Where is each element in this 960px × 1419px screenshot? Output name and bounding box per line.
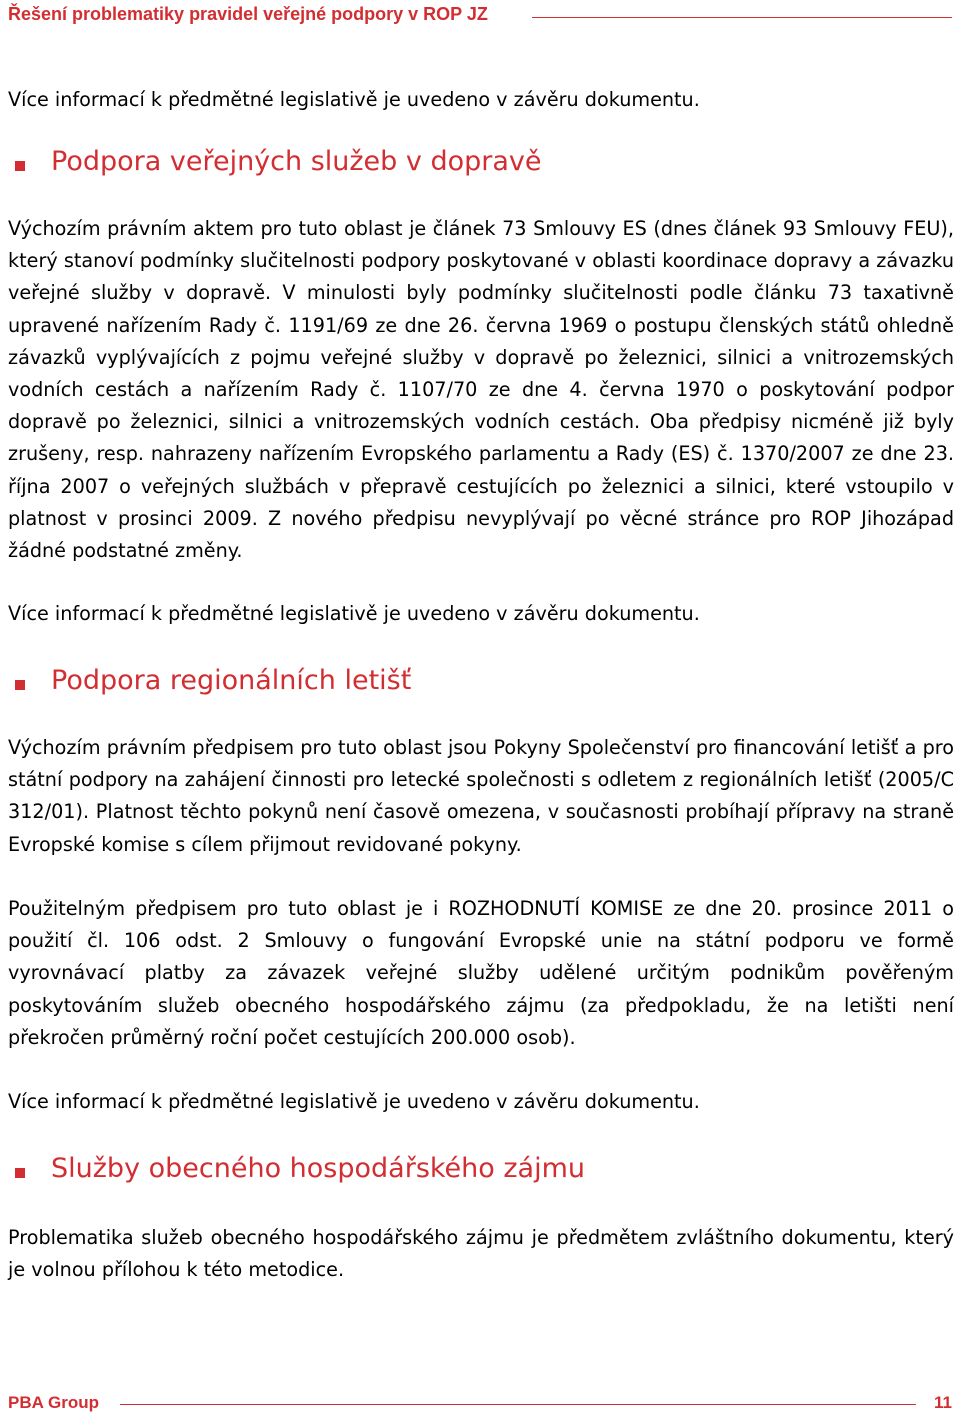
page-footer xyxy=(8,1393,952,1415)
square-bullet-icon xyxy=(15,680,25,690)
square-bullet-icon xyxy=(15,161,25,171)
section-paragraph-airports-3: Více informací k předmětné legislativě je uvedeno v závěru dokumentu. xyxy=(8,1090,700,1113)
square-bullet-icon xyxy=(15,1168,25,1178)
header-divider xyxy=(532,17,952,18)
footer-company: PBA Group xyxy=(8,1393,99,1412)
section-heading-text: Služby obecného hospodářského zájmu xyxy=(51,1153,586,1184)
footer-divider xyxy=(120,1404,916,1405)
section-heading-text: Podpora veřejných služeb v dopravě xyxy=(51,146,542,177)
intro-note: Více informací k předmětné legislativě je uvedeno v závěru dokumentu. xyxy=(8,88,700,111)
section-paragraph-sgei-1: Problematika služeb obecného hospodářského zájmu je předmětem zvláštního dokumentu, který je volnou přílohou k této metodice. xyxy=(8,1226,954,1282)
page-number: 11 xyxy=(934,1393,952,1412)
section-paragraph-transport-2: Více informací k předmětné legislativě je uvedeno v závěru dokumentu. xyxy=(8,602,700,625)
section-paragraph-airports-2: Použitelným předpisem pro tuto oblast je i ROZHODNUTÍ KOMISE ze dne 20. prosince 2011 o použití čl. 106 odst. 2 Smlouvy o fungování Evropské unie na státní podporu ve formě vyrovnávací platby za závazek veřejné služby udělené určitým podnikům pověřeným poskytováním služeb obecného hospodářského zájmu (za předpokladu, že na letišti není překročen průměrný roční počet cestujících 200.000 osob). xyxy=(8,897,954,1049)
section-paragraph-transport-1: Výchozím právním aktem pro tuto oblast je článek 73 Smlouvy ES (dnes článek 93 Smlouvy FEU), který stanoví podmínky slučitelnosti podpory poskytované v oblasti koordinace dopravy a závazku veřejné služby v dopravě. V minulosti byly podmínky slučitelnosti podle článku 73 taxativně upravené nařízením Rady č. 1191/69 ze dne 26. června 1969 o postupu členských států ohledně závazků vyplývajících z pojmu veřejné služby v dopravě po železnici, silnici a vnitrozemských vodních cestách a nařízením Rady č. 1107/70 ze dne 4. června 1970 o poskytování podpor dopravě po železnici, silnici a vnitrozemských vodních cestách. Oba předpisy nicméně již byly zrušeny, resp. nahrazeny nařízením Evropského parlamentu a Rady (ES) č. 1370/2007 ze dne 23. října 2007 o veřejných službách v přepravě cestujících po železnici a silnici, které vstoupilo v platnost v prosinci 2009. Z nového předpisu nevyplývají po věcné stránce pro ROP Jihozápad žádné podstatné změny. xyxy=(8,217,954,563)
page-header xyxy=(8,4,952,30)
section-heading-text: Podpora regionálních letišť xyxy=(51,665,412,696)
section-paragraph-airports-1: Výchozím právním předpisem pro tuto oblast jsou Pokyny Společenství pro financování letišť a pro státní podpory na zahájení činnosti pro letecké společnosti s odletem z regionálních letišť (2005/C 312/01). Platnost těchto pokynů není časově omezena, v současnosti probíhají přípravy na straně Evropské komise s cílem přijmout revidované pokyny. xyxy=(8,736,954,856)
header-title: Řešení problematiky pravidel veřejné podpory v ROP JZ xyxy=(8,4,488,24)
